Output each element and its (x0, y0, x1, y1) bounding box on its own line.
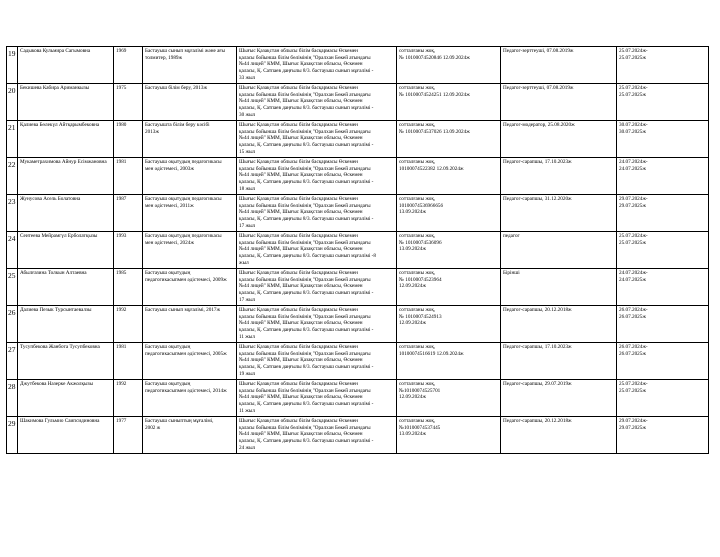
workplace-cell-line: №44 лицей" КММ, Шығыс Қазақстан облысы, Өскемен (239, 209, 363, 216)
birth-year-cell: 1981 (114, 158, 143, 195)
table-row (7, 269, 709, 306)
certificate-cell-line: 12.09.2024ж (399, 283, 426, 290)
workplace-cell-line: Шығыс Қазақстан облысы білім басқармасы Өскемен (239, 159, 358, 165)
education-cell (143, 47, 237, 84)
workplace-cell-line: қаласы, Қ. Сатпаев даңғылы 8/3. бастауыш сынып мұғалімі - (239, 326, 374, 333)
birth-year-cell: 1985 (114, 269, 143, 306)
workplace-cell (237, 269, 397, 306)
certificate-cell-line: сотталғаны жоқ, (399, 418, 436, 424)
workplace-cell-line: 17 жыл (239, 296, 256, 303)
category-cell: Педагог-сарапшы, 31.12.2020ж (501, 195, 617, 232)
workplace-cell-line: №44 лицей" КММ, Шығыс Қазақстан облысы, Өскемен (239, 61, 363, 68)
education-cell-line: Бастауыш сыныптың мұғалімі, (145, 418, 214, 424)
certificate-cell-line: №10100074525701 (399, 387, 441, 394)
workplace-cell-line: қаласы бойынша білім бөлімінің "Оралхан Бөкей атындағы (239, 128, 371, 135)
education-cell-line: 2002 ж (145, 424, 161, 431)
workplace-cell-line: Шығыс Қазақстан облысы білім басқармасы Өскемен (239, 48, 358, 54)
education-cell (143, 121, 237, 158)
full-name-cell: Сеитеева Мейрамгүл Ерболатқызы (18, 232, 114, 269)
workplace-cell-line: қаласы бойынша білім бөлімінің "Оралхан Бөкей атындағы (239, 276, 371, 283)
workplace-cell-line: қаласы бойынша білім бөлімінің "Оралхан Бөкей атындағы (239, 54, 371, 61)
education-cell (143, 417, 237, 454)
education-cell-line: 2013ж (145, 128, 159, 135)
workplace-cell-line: 17 жыл (239, 222, 256, 229)
category-cell: Педагог-сарапшы, 20.12.2018ж (501, 306, 617, 343)
dates-cell-line: 25.07.2024ж- (619, 48, 648, 54)
certificate-cell (397, 232, 501, 269)
certificate-cell-line: 12.09.2024ж (399, 394, 426, 401)
full-name-cell: Садыкова Кульмира Сагымовна (18, 47, 114, 84)
row-number: 19 (7, 47, 18, 84)
category-cell: Педагог-зерттеуші, 07.08.2019ж (501, 47, 617, 84)
workplace-cell-line: қаласы бойынша білім бөлімінің "Оралхан Бөкей атындағы (239, 202, 371, 209)
birth-year-cell: 1992 (114, 380, 143, 417)
workplace-cell-line: №44 лицей" КММ, Шығыс Қазақстан облысы, Өскемен (239, 394, 363, 401)
category-cell: Педагог-сарапшы, 29.07.2019ж (501, 380, 617, 417)
category-cell: Педагог-сарапшы, 17.10.2023ж (501, 343, 617, 380)
table-row (7, 84, 709, 121)
dates-cell (617, 232, 709, 269)
dates-cell-line: 30.07.2024ж- (619, 122, 648, 128)
row-number: 26 (7, 306, 18, 343)
workplace-cell-line: 15 жыл (239, 148, 256, 155)
workplace-cell-line: 19 жыл (239, 370, 256, 377)
row-number: 20 (7, 84, 18, 121)
certificate-cell-line: сотталғаны жоқ, (399, 196, 436, 202)
workplace-cell (237, 121, 397, 158)
education-cell-line: Бастауыш оқытудың педагогикасы (145, 233, 222, 239)
certificate-cell-line: 10100074522382 12.09.2024ж (399, 165, 464, 172)
certificate-cell-line: № 10100074523964 (399, 276, 442, 283)
workplace-cell (237, 158, 397, 195)
dates-cell (617, 195, 709, 232)
certificate-cell-line: № 10100074520846 12.09.2024ж (399, 54, 470, 61)
workplace-cell-line: қаласы бойынша білім бөлімінің "Оралхан Бөкей атындағы (239, 424, 371, 431)
dates-cell-line: 25.07.2024ж- (619, 233, 648, 239)
certificate-cell-line: №10100074537445 (399, 424, 441, 431)
full-name-cell: Джутбекова Назерке Акжолқызы (18, 380, 114, 417)
workplace-cell-line: қаласы, Қ. Сатпаев даңғылы 8/3. бастауыш сынып мұғалімі - (239, 141, 374, 148)
workplace-cell-line: 24 жыл (239, 444, 256, 451)
row-number: 29 (7, 417, 18, 454)
birth-year-cell: 1977 (114, 417, 143, 454)
dates-cell-line: 29.07.2024ж- (619, 418, 648, 424)
workplace-cell-line: Шығыс Қазақстан облысы білім басқармасы Өскемен (239, 344, 358, 350)
education-cell (143, 84, 237, 121)
workplace-cell (237, 195, 397, 232)
workplace-cell-line: қаласы бойынша білім бөлімінің "Оралхан Бөкей атындағы (239, 91, 371, 98)
certificate-cell-line: 10100074516619 12.09.2024ж (399, 350, 464, 357)
dates-cell-line: 25.07.2024ж- (619, 381, 648, 387)
certificate-cell (397, 343, 501, 380)
education-cell-line: Бастауыш оқытудың педагогикасы (145, 159, 222, 165)
dates-cell-line: 25.07.2024ж- (619, 85, 648, 91)
certificate-cell-line: № 10100074537026 13.09.2024ж (399, 128, 470, 135)
table-row (7, 306, 709, 343)
workplace-cell (237, 84, 397, 121)
dates-cell-line: 25.07.2025ж (619, 387, 646, 394)
full-name-cell: Абылғазина Толкын Алтаевна (18, 269, 114, 306)
workplace-cell-line: №44 лицей" КММ, Шығыс Қазақстан облысы, Өскемен (239, 246, 363, 253)
row-number: 23 (7, 195, 18, 232)
workplace-cell-line: №44 лицей" КММ, Шығыс Қазақстан облысы, Өскемен (239, 320, 363, 327)
certificate-cell-line: сотталғаны жоқ, (399, 233, 436, 239)
education-cell-line: Бастауыш оқытудың педагогикасы (145, 196, 222, 202)
table-row (7, 232, 709, 269)
certificate-cell-line: 12.09.2024ж (399, 320, 426, 327)
education-cell (143, 269, 237, 306)
workplace-cell (237, 380, 397, 417)
certificate-cell-line: 13.09.2024ж (399, 246, 426, 253)
education-cell-line: Бастауыш оқытудың (145, 381, 191, 387)
workplace-cell (237, 232, 397, 269)
dates-cell-line: 26.07.2025ж (619, 350, 646, 357)
certificate-cell (397, 47, 501, 84)
workplace-cell-line: жыл (239, 259, 249, 266)
dates-cell-line: 24.07.2025ж (619, 165, 646, 172)
education-cell-line: Бастауыш сынып мұғалімі және ағы (145, 48, 226, 54)
workplace-cell-line: қаласы, Қ. Сатпаев даңғылы 8/3. бастауыш сынып мұғалімі - (239, 437, 374, 444)
dates-cell-line: 29.07.2025ж (619, 202, 646, 209)
category-cell: Педагог-сарапшы, 17.10.2023ж (501, 158, 617, 195)
birth-year-cell: 1980 (114, 121, 143, 158)
full-name-cell: Далиева Пезык Турсынтаевалзы (18, 306, 114, 343)
workplace-cell-line: №44 лицей" КММ, Шығыс Қазақстан облысы, Өскемен (239, 98, 363, 105)
certificate-cell (397, 417, 501, 454)
category-cell: Педагог-зерттеуші, 07.08.2019ж (501, 84, 617, 121)
certificate-cell-line: сотталғаны жоқ, (399, 122, 436, 128)
certificate-cell-line: сотталғаны жоқ, (399, 307, 436, 313)
certificate-cell (397, 269, 501, 306)
row-number: 22 (7, 158, 18, 195)
certificate-cell-line: № 10100074524913 (399, 313, 442, 320)
dates-cell (617, 417, 709, 454)
table-row (7, 417, 709, 454)
dates-cell-line: 25.07.2025ж (619, 54, 646, 61)
education-cell-line: Бастауыш оқытудың (145, 344, 191, 350)
birth-year-cell: 1975 (114, 84, 143, 121)
birth-year-cell: 1992 (114, 306, 143, 343)
row-number: 21 (7, 121, 18, 158)
dates-cell-line: 26.07.2024ж- (619, 307, 648, 313)
workplace-cell-line: 30 жыл (239, 111, 256, 118)
workplace-cell-line: Шығыс Қазақстан облысы білім басқармасы Өскемен (239, 85, 358, 91)
dates-cell-line: 29.07.2024ж- (619, 196, 648, 202)
dates-cell-line: 24.07.2024ж- (619, 270, 648, 276)
dates-cell-line: 24.07.2025ж (619, 276, 646, 283)
education-cell-line: педагогикасыпмен әдістемесі, 2005ж (145, 350, 227, 357)
workplace-cell-line: қаласы, Қ. Сатпаев даңғылы 8/3. бастауыш сынып мұғалімі - (239, 104, 374, 111)
staff-table (6, 46, 709, 454)
category-cell: Бірінші (501, 269, 617, 306)
workplace-cell-line: Шығыс Қазақстан облысы білім басқармасы Өскемен (239, 270, 358, 276)
workplace-cell-line: қаласы бойынша білім бөлімінің "Оралхан Бөкей атындағы (239, 350, 371, 357)
workplace-cell-line: Шығыс Қазақстан облысы білім басқармасы Өскемен (239, 418, 358, 424)
workplace-cell-line: 11 жыл (239, 333, 255, 340)
education-cell-line: Бастауыш білім беру, 2013ж (145, 85, 208, 91)
certificate-cell-line: сотталғаны жоқ, (399, 344, 436, 350)
table-row (7, 47, 709, 84)
workplace-cell-line: №44 лицей" КММ, Шығыс Қазақстан облысы, Өскемен (239, 431, 363, 438)
dates-cell-line: 29.07.2025ж (619, 424, 646, 431)
workplace-cell-line: Шығыс Қазақстан облысы білім басқармасы Өскемен (239, 122, 358, 128)
row-number: 27 (7, 343, 18, 380)
workplace-cell-line: №44 лицей" КММ, Шығыс Қазақстан облысы, Өскемен (239, 357, 363, 364)
workplace-cell-line: 33 жыл (239, 74, 256, 81)
dates-cell (617, 380, 709, 417)
certificate-cell-line: № 10100074524251 12.09.2024ж (399, 91, 470, 98)
workplace-cell-line: Шығыс Қазақстан облысы білім басқармасы Өскемен (239, 307, 358, 313)
certificate-cell-line: сотталғаны жоқ, (399, 381, 436, 387)
dates-cell (617, 47, 709, 84)
category-cell: Педагог-модератор, 25.08.2020ж (501, 121, 617, 158)
table-row (7, 195, 709, 232)
row-number: 28 (7, 380, 18, 417)
education-cell-line: мен әдістемесі, 2024ж (145, 239, 194, 246)
full-name-cell: Жунусова Асель Болатовна (18, 195, 114, 232)
workplace-cell-line: Шығыс Қазақстан облысы білім басқармасы Өскемен (239, 233, 358, 239)
education-cell-line: Бастауыш оқытудың (145, 270, 191, 276)
workplace-cell-line: №44 лицей" КММ, Шығыс Қазақстан облысы, Өскемен (239, 283, 363, 290)
staff-table-page (6, 46, 709, 454)
dates-cell (617, 121, 709, 158)
education-cell (143, 380, 237, 417)
workplace-cell-line: №44 лицей" КММ, Шығыс Қазақстан облысы, Өскемен (239, 135, 363, 142)
workplace-cell (237, 47, 397, 84)
dates-cell-line: 26.07.2024ж- (619, 344, 648, 350)
certificate-cell-line: сотталғаны жоқ, (399, 270, 436, 276)
dates-cell (617, 343, 709, 380)
workplace-cell (237, 417, 397, 454)
row-number: 24 (7, 232, 18, 269)
education-cell-line: Бастауыш сынып мұғалімі, 2017ж (145, 307, 221, 313)
certificate-cell (397, 306, 501, 343)
full-name-cell: Мукаметрахимова Айнур Есімжановна (18, 158, 114, 195)
full-name-cell: Тусупбекова Жанбота Тусупбековна (18, 343, 114, 380)
workplace-cell-line: қаласы, Қ. Сатпаев даңғылы 8/3. бастауыш сынып мұғалімі - (239, 67, 374, 74)
education-cell-line: педагогикасыпмен әдістемесі, 2014ж (145, 387, 227, 394)
workplace-cell-line: 11 жыл (239, 407, 255, 414)
certificate-cell-line: сотталғаны жоқ, (399, 85, 436, 91)
education-cell (143, 195, 237, 232)
workplace-cell-line: қаласы бойынша білім бөлімінің "Оралхан Бөкей атындағы (239, 165, 371, 172)
education-cell-line: мен әдістемесі, 2011ж (145, 202, 194, 209)
dates-cell (617, 84, 709, 121)
education-cell (143, 343, 237, 380)
table-row (7, 158, 709, 195)
workplace-cell-line: қаласы, Қ. Сатпаев даңғылы 8/3. бастауыш сынып мұғалімі - (239, 289, 374, 296)
certificate-cell (397, 121, 501, 158)
dates-cell-line: 30.07.2025ж (619, 128, 646, 135)
dates-cell-line: 25.07.2025ж (619, 91, 646, 98)
education-cell-line: мен әдістемесі, 2003ж (145, 165, 194, 172)
table-row (7, 343, 709, 380)
education-cell-line: Бастауышта білім беру кәсібі (145, 122, 210, 128)
certificate-cell (397, 158, 501, 195)
workplace-cell-line: қаласы, Қ. Сатпаев даңғылы 8/3. бастауыш сынып мұғалімі - (239, 178, 374, 185)
workplace-cell-line: қаласы, Қ. Сатпаев даңғылы 8/3. бастауыш сынып мұғалімі - (239, 215, 374, 222)
dates-cell-line: 26.07.2025ж (619, 313, 646, 320)
dates-cell (617, 158, 709, 195)
dates-cell (617, 306, 709, 343)
workplace-cell (237, 306, 397, 343)
full-name-cell: Шакимова Гульмио Саипсидиновна (18, 417, 114, 454)
table-row (7, 380, 709, 417)
education-cell-line: толмитер, 1989ж (145, 54, 183, 61)
certificate-cell-line: № 10100074536096 (399, 239, 442, 246)
birth-year-cell: 1987 (114, 195, 143, 232)
table-row (7, 121, 709, 158)
certificate-cell-line: 13.09.2024ж (399, 431, 426, 438)
workplace-cell-line: қаласы бойынша білім бөлімінің "Оралхан Бөкей атындағы (239, 239, 371, 246)
education-cell-line: педагогикасыпмен әдістемесі, 2009ж (145, 276, 227, 283)
birth-year-cell: 1981 (114, 343, 143, 380)
education-cell (143, 232, 237, 269)
certificate-cell-line: 10100074536966656 (399, 202, 444, 209)
row-number: 25 (7, 269, 18, 306)
education-cell (143, 158, 237, 195)
certificate-cell (397, 195, 501, 232)
full-name-cell: Қалиева Бөлекүл Айтқарымбековна (18, 121, 114, 158)
workplace-cell-line: Шығыс Қазақстан облысы білім басқармасы Өскемен (239, 196, 358, 202)
certificate-cell-line: сотталғаны жоқ, (399, 48, 436, 54)
category-cell: педагог (501, 232, 617, 269)
dates-cell (617, 269, 709, 306)
workplace-cell (237, 343, 397, 380)
workplace-cell-line: қаласы бойынша білім бөлімінің "Оралхан Бөкей атындағы (239, 387, 371, 394)
certificate-cell-line: 13.09.2024ж (399, 209, 426, 216)
dates-cell-line: 25.07.2025ж (619, 239, 646, 246)
dates-cell-line: 24.07.2024ж- (619, 159, 648, 165)
workplace-cell-line: қаласы, Қ. Сатпаев даңғылы 8/3. бастауыш сынып мұғалімі - (239, 363, 374, 370)
certificate-cell-line: сотталғаны жоқ, (399, 159, 436, 165)
certificate-cell (397, 84, 501, 121)
workplace-cell-line: қаласы бойынша білім бөлімінің "Оралхан Бөкей атындағы (239, 313, 371, 320)
birth-year-cell: 1969 (114, 47, 143, 84)
education-cell (143, 306, 237, 343)
workplace-cell-line: қаласы, Қ. Сатпаев даңғылы 8/3. бастауыш сынып мұғалімі - (239, 400, 374, 407)
category-cell: Педагог-сарапшы, 20.12.2018ж (501, 417, 617, 454)
workplace-cell-line: Шығыс Қазақстан облысы білім басқармасы Өскемен (239, 381, 358, 387)
birth-year-cell: 1993 (114, 232, 143, 269)
full-name-cell: Бекишева Кабира Ариманкызы (18, 84, 114, 121)
workplace-cell-line: қаласы, Қ. Сатпаев даңғылы 8/3. бастауыш сынып мұғалімі -8 (239, 252, 376, 259)
workplace-cell-line: 18 жыл (239, 185, 256, 192)
workplace-cell-line: №44 лицей" КММ, Шығыс Қазақстан облысы, Өскемен (239, 172, 363, 179)
certificate-cell (397, 380, 501, 417)
